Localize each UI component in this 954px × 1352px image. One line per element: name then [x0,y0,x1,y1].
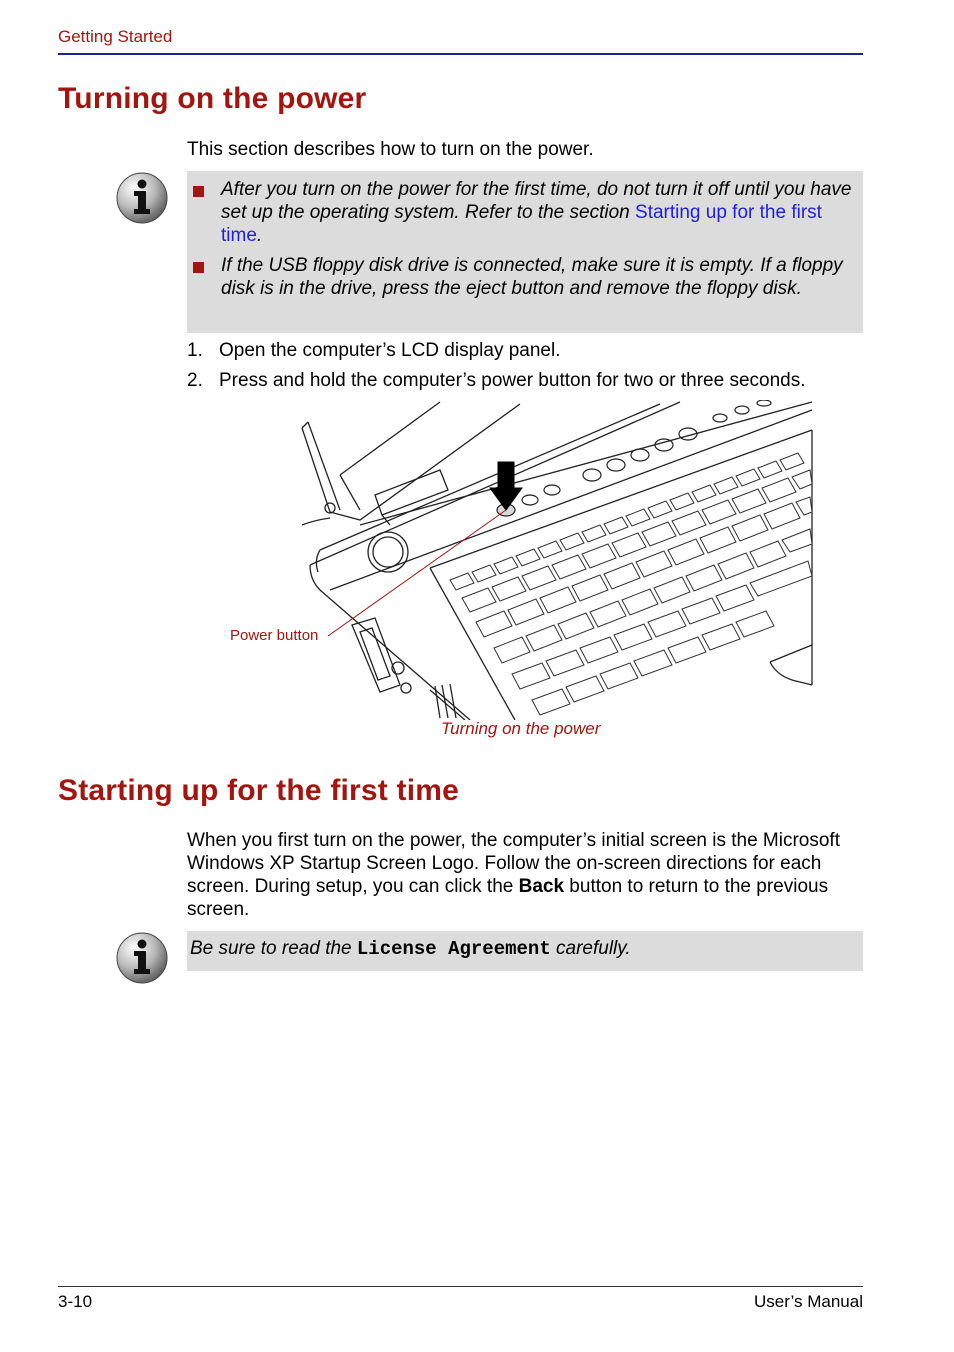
note-bullet-1-text: After you turn on the power for the first time, do not turn it off until you have set up the operating system. Refer to the section [221,179,852,223]
section2-paragraph [187,829,863,921]
info-icon [115,171,169,225]
step-1-text: Open the computer’s LCD display panel. [219,340,561,361]
laptop-illustration [300,400,814,720]
link-starting-up[interactable]: Starting up for the first time [221,202,822,246]
info-icon [115,931,169,985]
section2-text-start: When you first turn on the power, the computer’s initial screen is the Microsoft Windows XP Startup Screen Logo. Follow the on-screen directions for each screen. During setup, you can click the [187,830,840,897]
section-title-power: Turning on the power [58,82,367,115]
note-bullet-2-text: If the USB floppy disk drive is connected, make sure it is empty. If a floppy disk is in the drive, press the eject button and remove the floppy disk. [221,255,843,299]
note-box-license [187,931,863,971]
step-1 [187,339,561,362]
footer-rule [58,1286,863,1287]
license-note-end: carefully. [550,938,631,959]
header-rule [58,53,863,55]
license-note [187,931,863,961]
license-agreement-term: License Agreement [356,938,551,960]
license-note-start: Be sure to read the [190,938,357,959]
section-title-first-time: Starting up for the first time [58,774,460,807]
square-bullet-icon [193,186,204,197]
running-header: Getting Started [58,27,173,46]
square-bullet-icon [193,262,204,273]
note-bullet-1 [187,178,863,247]
note-box-power [187,171,863,333]
manual-title: User’s Manual [754,1292,863,1311]
step-2-text: Press and hold the computer’s power button for two or three seconds. [219,370,806,391]
back-button-term: Back [518,876,565,897]
section2-text-end: button to return to the previous screen. [187,876,829,920]
note-bullet-1-end: . [256,225,263,246]
page-number: 3-10 [58,1292,93,1311]
note-bullet-2 [187,254,863,300]
step-2 [187,369,806,392]
figure-callout-power-button: Power button [230,627,319,644]
step-2-number: 2. [187,370,203,391]
section-intro: This section describes how to turn on the power. [187,139,594,160]
figure-caption: Turning on the power [441,719,601,738]
step-1-number: 1. [187,340,203,361]
